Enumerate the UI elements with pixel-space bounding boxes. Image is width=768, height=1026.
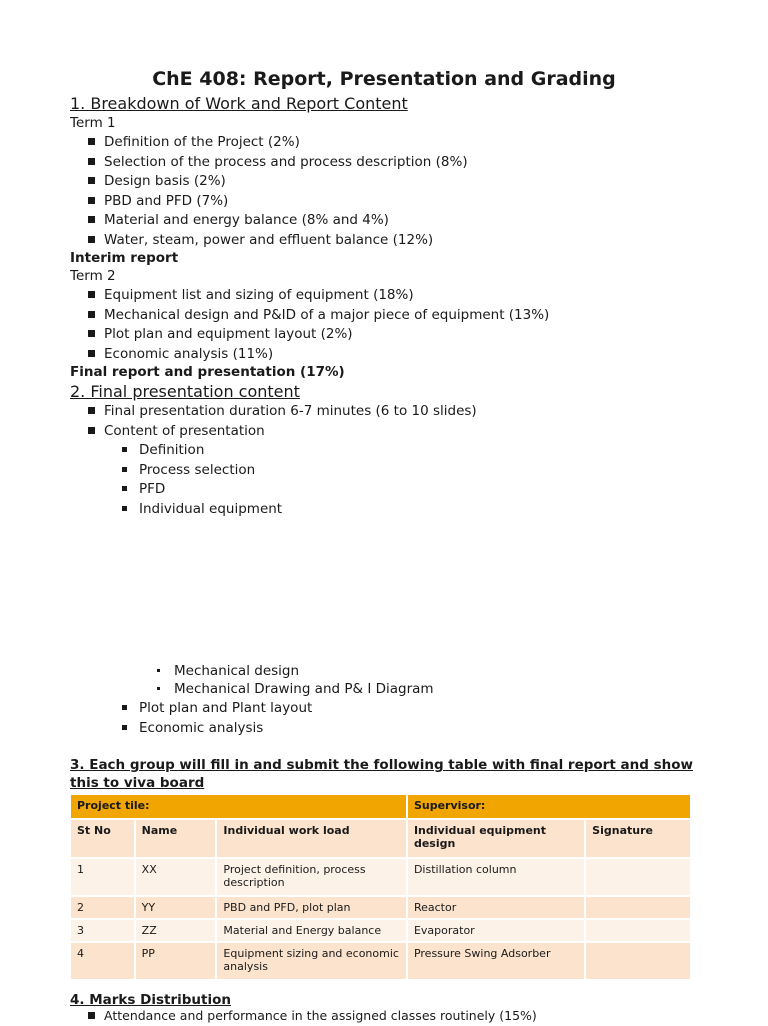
term1-item: Definition of the Project (2%) (88, 133, 468, 153)
table-cell: 3 (71, 920, 134, 941)
table-cell: Distillation column (408, 859, 584, 895)
term2-item: Economic analysis (11%) (88, 345, 549, 365)
presentation-content-list (122, 441, 282, 519)
table-cell: Material and Energy balance (217, 920, 406, 941)
table-cell: PP (136, 943, 216, 979)
term1-item: Design basis (2%) (88, 172, 468, 192)
section3-heading: 3. Each group will fill in and submit the following table with final report and show this to viva board (70, 757, 693, 791)
equipment-sub-list (157, 662, 434, 698)
term1-item: Water, steam, power and effluent balance (12%) (88, 231, 468, 251)
section2-heading: 2. Final presentation content (70, 382, 300, 401)
table-cell: Project definition, process description (217, 859, 406, 895)
term1-list (88, 133, 468, 250)
table-row (71, 859, 690, 895)
presentation-content-item: Definition (122, 441, 282, 461)
group-submission-table (69, 793, 692, 981)
term1-item: Material and energy balance (8% and 4%) (88, 211, 468, 231)
supervisor-cell: Supervisor: (408, 795, 690, 818)
interim-report-label: Interim report (70, 250, 179, 266)
table-row (71, 897, 690, 918)
presentation-content-item: PFD (122, 480, 282, 500)
presentation-content-item: Process selection (122, 461, 282, 481)
presentation-content-item: Individual equipment (122, 500, 282, 520)
column-header: Individual work load (217, 820, 406, 857)
term1-item: Selection of the process and process description (8%) (88, 153, 468, 173)
term2-item: Mechanical design and P&ID of a major piece of equipment (13%) (88, 306, 549, 326)
project-title-cell: Project tile: (71, 795, 406, 818)
signature-cell[interactable] (586, 943, 690, 979)
presentation-item: Final presentation duration 6-7 minutes (6 to 10 slides) (88, 402, 477, 422)
table-cell: PBD and PFD, plot plan (217, 897, 406, 918)
signature-cell[interactable] (586, 897, 690, 918)
term2-list (88, 286, 549, 364)
presentation-list (88, 402, 477, 441)
table-cell: 2 (71, 897, 134, 918)
table-row (71, 943, 690, 979)
table-cell: YY (136, 897, 216, 918)
table-cell: ZZ (136, 920, 216, 941)
presentation-content-item: Plot plan and Plant layout (122, 699, 312, 719)
column-header: St No (71, 820, 134, 857)
term2-item: Equipment list and sizing of equipment (18%) (88, 286, 549, 306)
section4-heading: 4. Marks Distribution (70, 992, 231, 1008)
table-cell: 1 (71, 859, 134, 895)
table-cell: Reactor (408, 897, 584, 918)
term2-label: Term 2 (70, 268, 116, 284)
section1-heading: 1. Breakdown of Work and Report Content (70, 94, 408, 113)
table-cell: XX (136, 859, 216, 895)
table-cell: Pressure Swing Adsorber (408, 943, 584, 979)
table-cell: 4 (71, 943, 134, 979)
equipment-sub-item: Mechanical design (157, 662, 434, 680)
term1-item: PBD and PFD (7%) (88, 192, 468, 212)
equipment-sub-item: Mechanical Drawing and P& I Diagram (157, 680, 434, 698)
final-report-label: Final report and presentation (17%) (70, 364, 345, 380)
document-title: ChE 408: Report, Presentation and Grading (152, 68, 616, 90)
presentation-item: Content of presentation (88, 422, 477, 442)
column-header: Signature (586, 820, 690, 857)
term2-item: Plot plan and equipment layout (2%) (88, 325, 549, 345)
table-cell: Evaporator (408, 920, 584, 941)
table-cell: Equipment sizing and economic analysis (217, 943, 406, 979)
term1-label: Term 1 (70, 115, 116, 131)
table-header-row (71, 820, 690, 857)
marks-item: Attendance and performance in the assigned classes routinely (15%) (88, 1006, 537, 1026)
presentation-content-list-continued (122, 699, 312, 738)
marks-list (88, 1006, 537, 1026)
signature-cell[interactable] (586, 859, 690, 895)
signature-cell[interactable] (586, 920, 690, 941)
column-header: Individual equipment design (408, 820, 584, 857)
table-row (71, 920, 690, 941)
column-header: Name (136, 820, 216, 857)
presentation-content-item: Economic analysis (122, 719, 312, 739)
table-title-row (71, 795, 690, 818)
